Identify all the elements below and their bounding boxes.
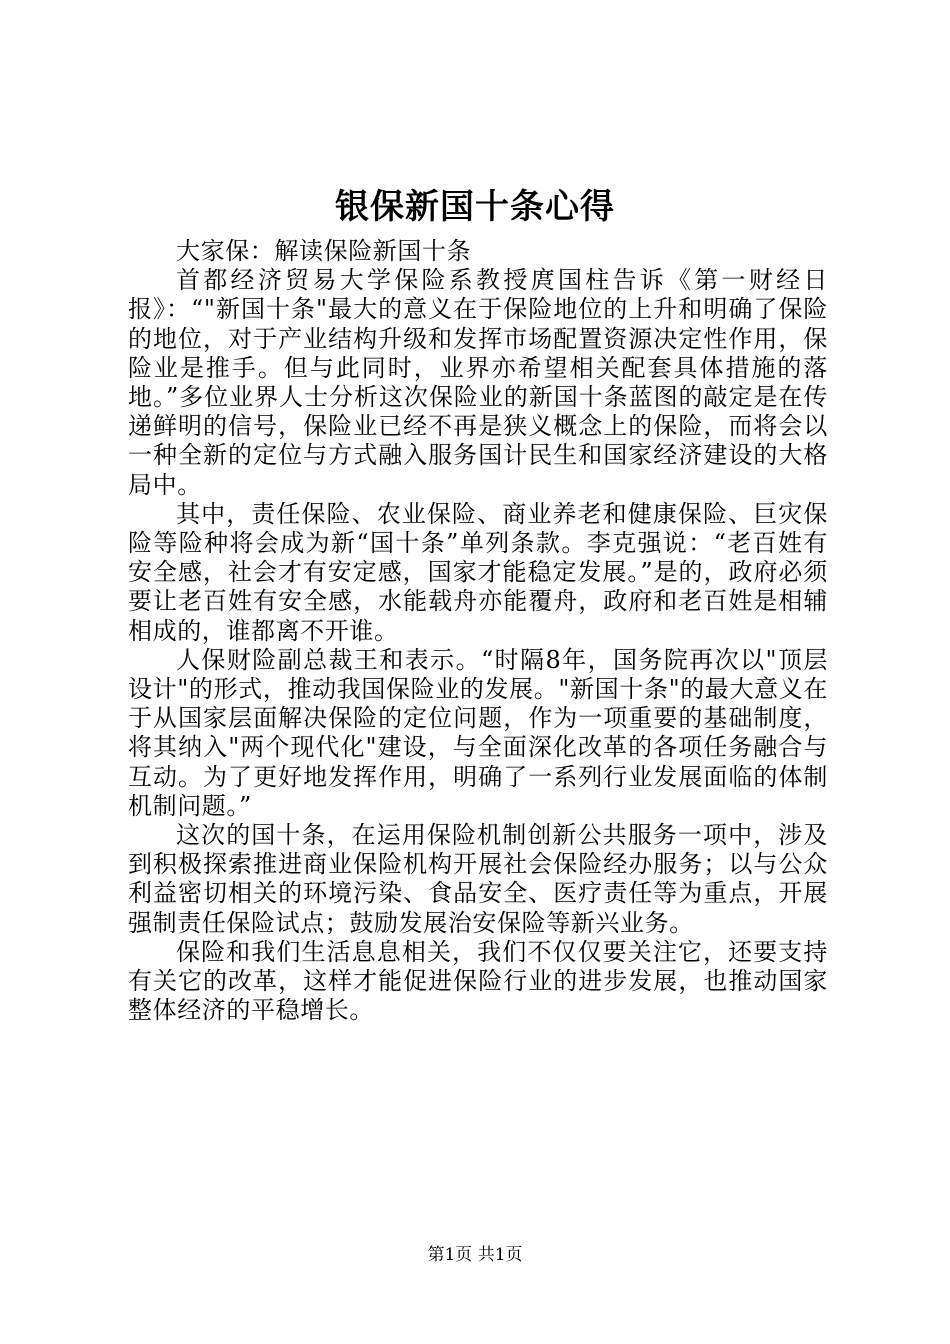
page-number-footer: 第1页 共1页 (427, 1245, 523, 1265)
paragraph: 首都经济贸易大学保险系教授庹国柱告诉《第一财经日报》：“"新国十条"最大的意义在于保险地位的上升和明确了保险的地位，对于产业结构升级和发挥市场配置资源决定性作用，保险业是推手。但与此同时，业界亦希望相关配套具体措施的落地。”多位业界人士分析这次保险业的新国十条蓝图的敲定是在传递鲜明的信号，保险业已经不再是狭义概念上的保险，而将会以一种全新的定位与方式融入服务国计民生和国家经济建设的大格局中。 (128, 266, 828, 499)
paragraph: 其中，责任保险、农业保险、商业养老和健康保险、巨灾保险等险种将会成为新“国十条”单列条款。李克强说：“老百姓有安全感，社会才有安定感，国家才能稳定发展。”是的，政府必须要让老百姓有安全感，水能载舟亦能覆舟，政府和老百姓是相辅相成的，谁都离不开谁。 (128, 499, 828, 645)
document-title: 银保新国十条心得 (335, 187, 615, 227)
document-body (128, 237, 828, 1025)
paragraph: 人保财险副总裁王和表示。“时隔8年，国务院再次以"顶层设计"的形式，推动我国保险业的发展。"新国十条"的最大意义在于从国家层面解决保险的定位问题，作为一项重要的基础制度，将其纳入"两个现代化"建设，与全面深化改革的各项任务融合与互动。为了更好地发挥作用，明确了一系列行业发展面临的体制机制问题。” (128, 645, 828, 820)
paragraph-heading: 大家保：解读保险新国十条 (176, 237, 472, 265)
paragraph: 这次的国十条，在运用保险机制创新公共服务一项中，涉及到积极探索推进商业保险机构开展社会保险经办服务；以与公众利益密切相关的环境污染、食品安全、医疗责任等为重点，开展强制责任保险试点；鼓励发展治安保险等新兴业务。 (128, 821, 828, 937)
paragraph: 保险和我们生活息息相关，我们不仅仅要关注它，还要支持有关它的改革，这样才能促进保险行业的进步发展，也推动国家整体经济的平稳增长。 (128, 937, 828, 1025)
